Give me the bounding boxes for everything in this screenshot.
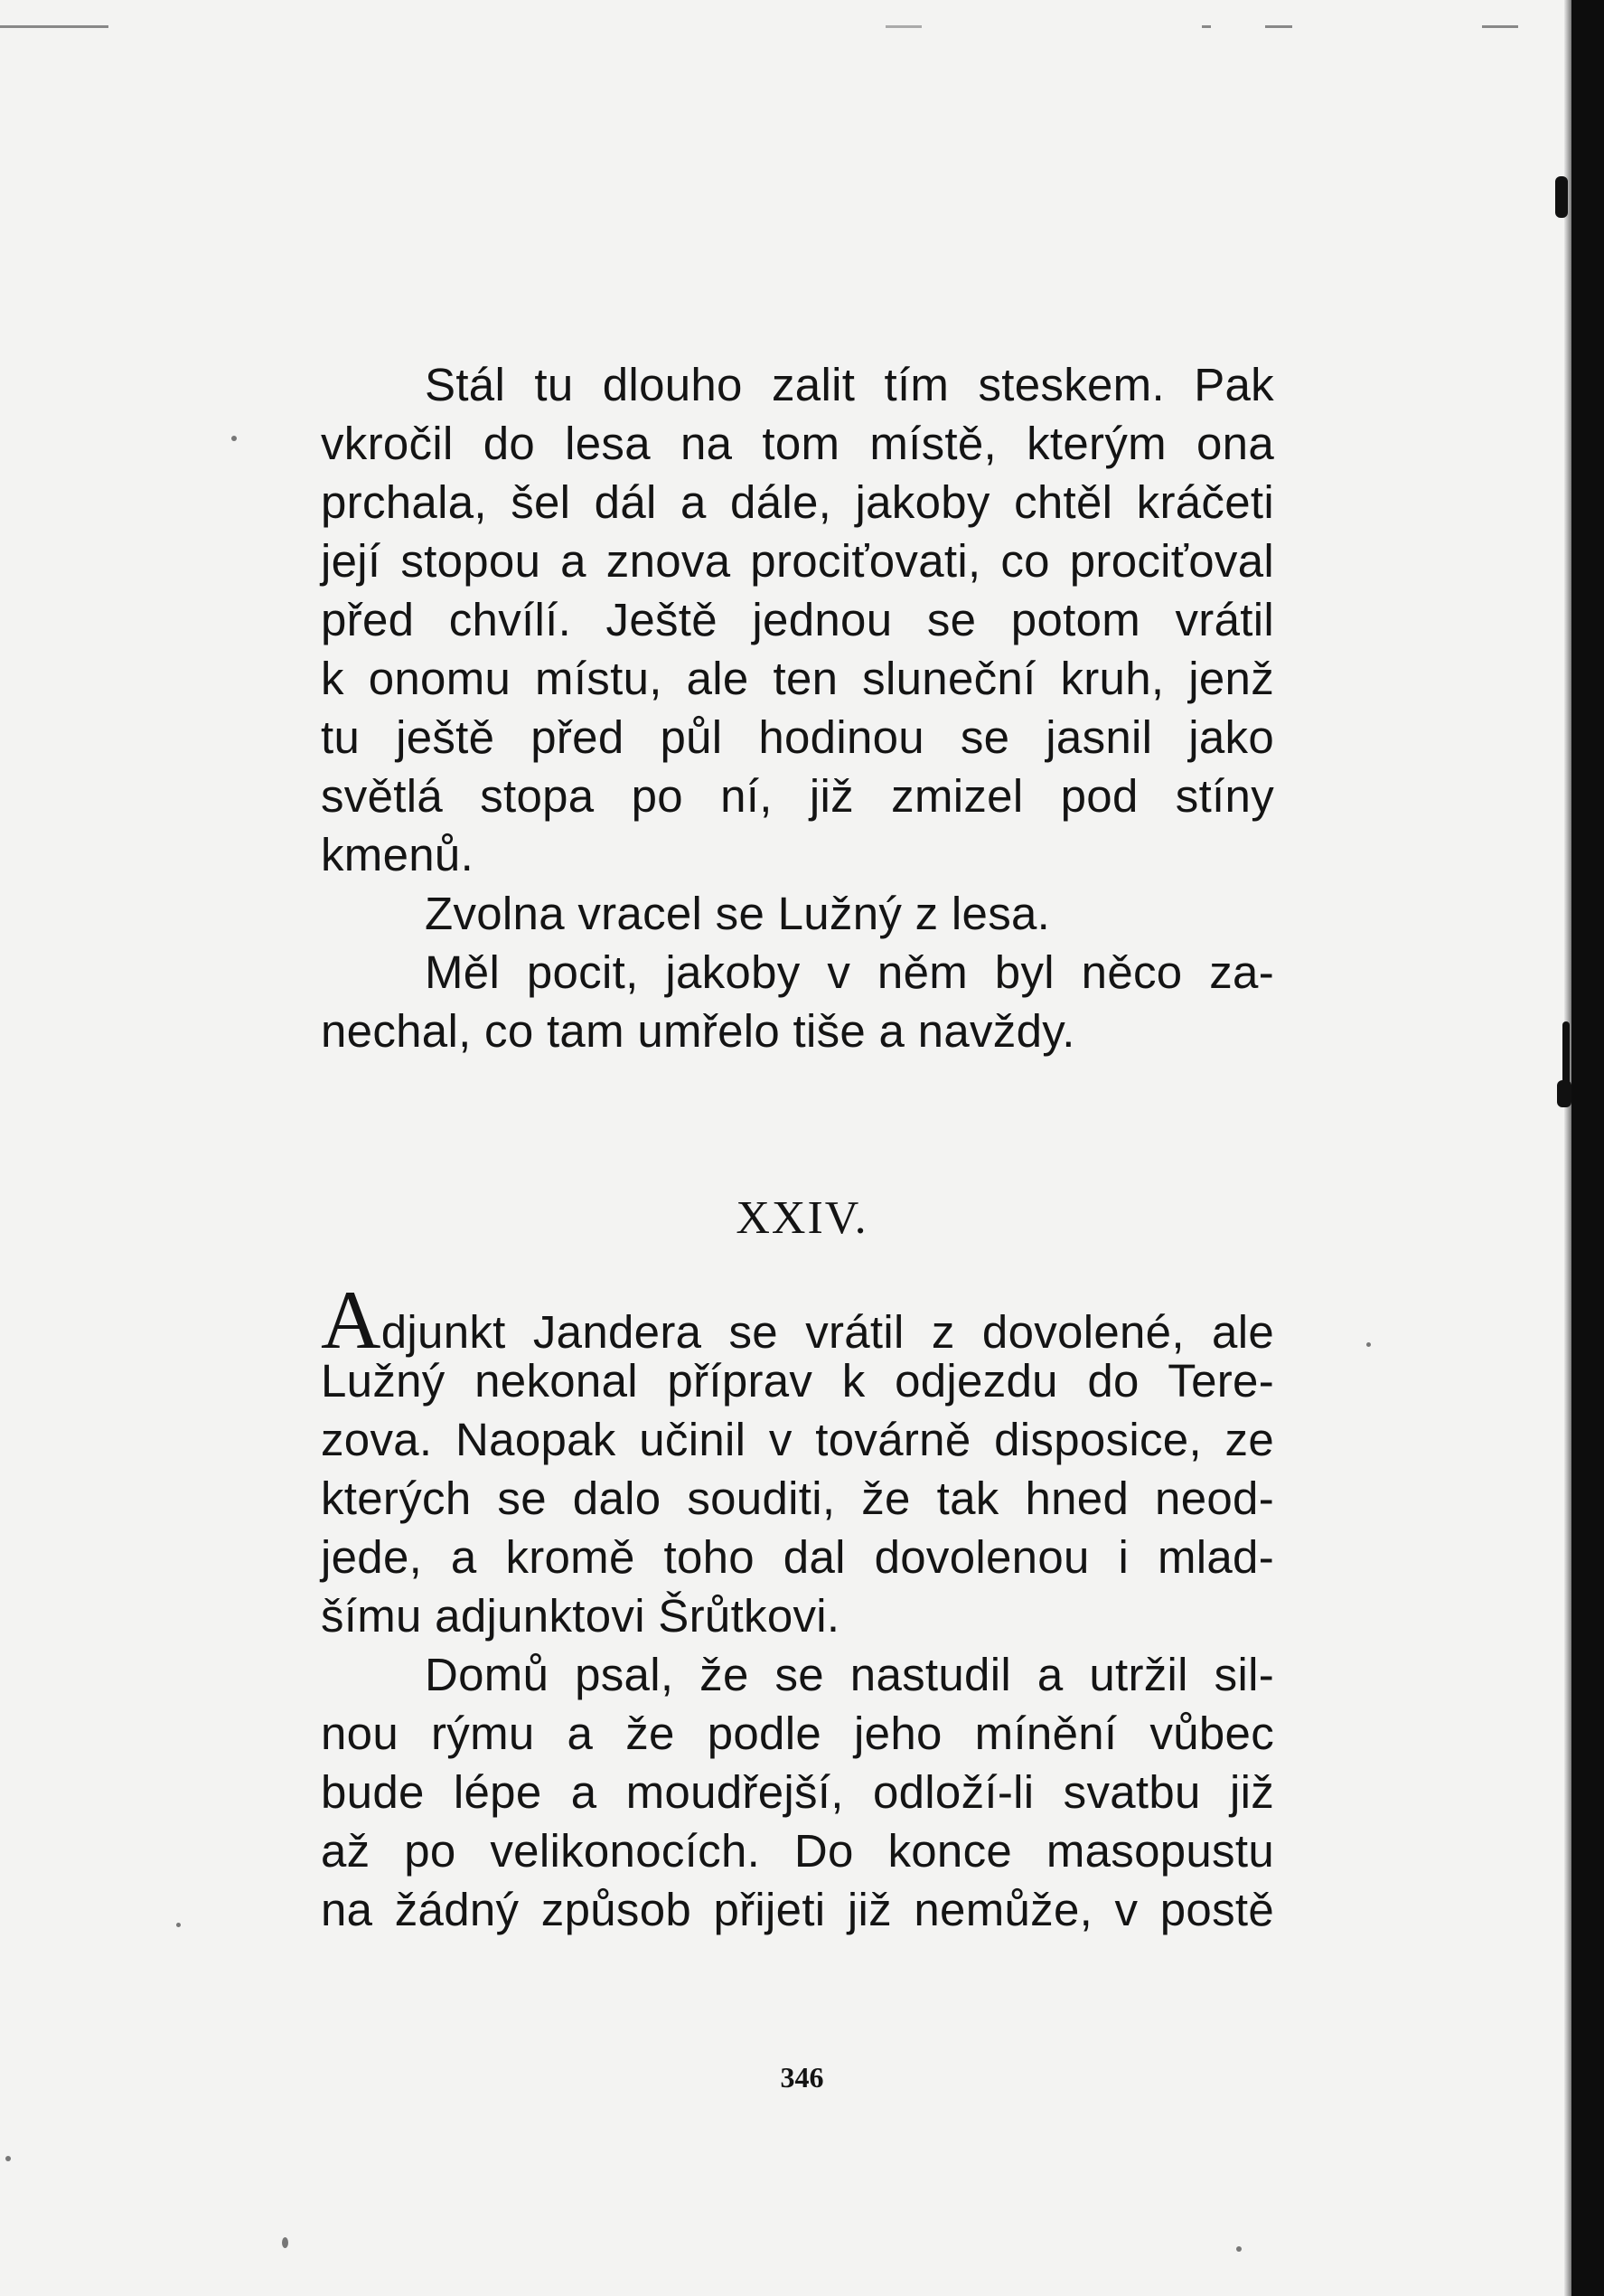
text-line: kterých se dalo souditi, že tak hned neod- <box>321 1473 1274 1524</box>
text-line: před chvílí. Ještě jednou se potom vrátil <box>321 594 1274 645</box>
first-line-text: djunkt Jandera se vrátil z dovolené, ale <box>380 1306 1274 1358</box>
text-line <box>321 1274 1274 1366</box>
text-line: na žádný způsob přijeti již nemůže, v postě <box>321 1884 1274 1935</box>
text-line: zova. Naopak učinil v továrně disposice, ze <box>321 1414 1274 1465</box>
text-line: prchala, šel dál a dále, jakoby chtěl kráčeti <box>321 476 1274 528</box>
text-line: bude lépe a moudřejší, odloží-li svatbu již <box>321 1766 1274 1818</box>
text-line: Lužný nekonal příprav k odjezdu do Tere- <box>321 1355 1274 1407</box>
text-line: její stopou a znova prociťovati, co prociťoval <box>321 535 1274 587</box>
scan-artifact <box>886 25 922 28</box>
text-line: Měl pocit, jakoby v něm byl něco za- <box>425 946 1274 998</box>
scan-speck <box>282 2237 288 2248</box>
text-line: Zvolna vracel se Lužný z lesa. <box>425 888 1051 939</box>
text-line: Stál tu dlouho zalit tím steskem. Pak <box>425 359 1274 410</box>
scan-speck <box>1236 2246 1242 2252</box>
text-line: tu ještě před půl hodinou se jasnil jako <box>321 711 1274 763</box>
binding-mark <box>1557 1080 1571 1107</box>
text-line: kmenů. <box>321 829 474 880</box>
page-number: 346 <box>780 2061 824 2094</box>
text-line: vkročil do lesa na tom místě, kterým ona <box>321 418 1274 469</box>
scan-artifact <box>1265 25 1292 28</box>
scan-artifact <box>1482 25 1518 28</box>
scan-speck <box>231 436 237 441</box>
text-line: nechal, co tam umřelo tiše a navždy. <box>321 1005 1075 1057</box>
chapter-passage <box>321 1274 1274 1939</box>
scan-speck <box>1366 1342 1371 1347</box>
opening-passage <box>321 355 1274 1060</box>
page-edge-shadow <box>1564 0 1571 2296</box>
text-line: Domů psal, že se nastudil a utržil sil- <box>425 1649 1274 1700</box>
scan-speck <box>176 1923 181 1927</box>
scan-artifact <box>0 25 108 28</box>
page-edge <box>1571 0 1604 2296</box>
drop-initial: A <box>321 1274 381 1366</box>
text-line: světlá stopa po ní, již zmizel pod stíny <box>321 770 1274 822</box>
text-line: jede, a kromě toho dal dovolenou i mlad- <box>321 1531 1274 1583</box>
chapter-heading: XXIV. <box>736 1192 868 1244</box>
scan-speck <box>5 2156 11 2161</box>
text-line: nou rýmu a že podle jeho mínění vůbec <box>321 1708 1274 1759</box>
scan-artifact <box>1202 25 1211 28</box>
binding-mark <box>1555 176 1568 218</box>
text-line: šímu adjunktovi Šrůtkovi. <box>321 1590 840 1642</box>
text-line: až po velikonocích. Do konce masopustu <box>321 1825 1274 1877</box>
text-line: k onomu místu, ale ten sluneční kruh, jenž <box>321 653 1274 704</box>
